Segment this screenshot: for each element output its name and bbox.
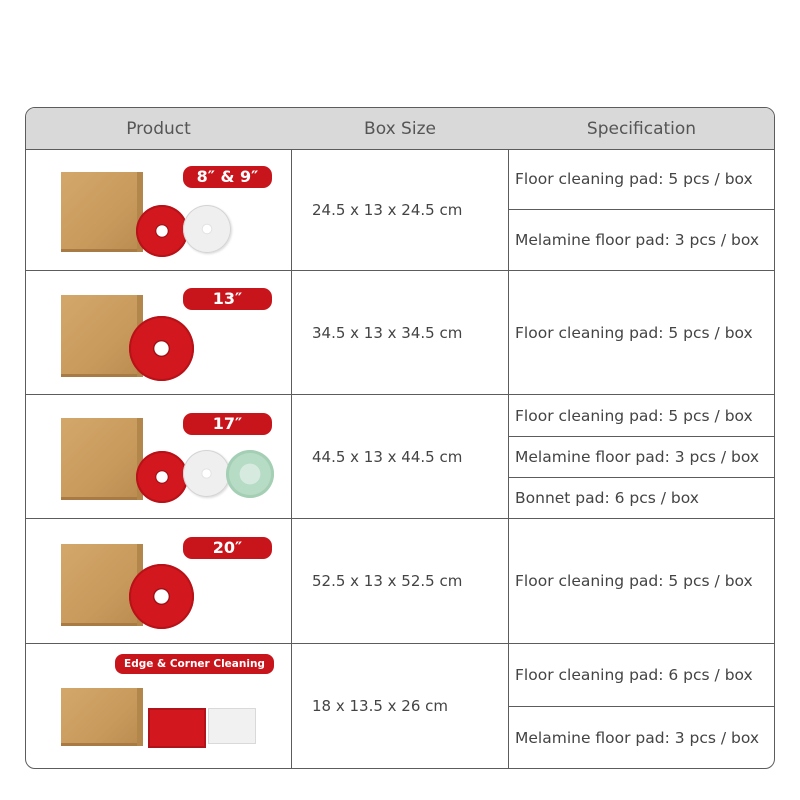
table-row — [26, 395, 774, 519]
product-box-image — [61, 418, 143, 500]
box-size-cell: 52.5 x 13 x 52.5 cm — [312, 572, 463, 590]
spec-cell — [509, 149, 774, 270]
column-divider — [508, 149, 509, 768]
table-row — [26, 271, 774, 395]
box-size-cell: 34.5 x 13 x 34.5 cm — [312, 323, 463, 342]
spec-line: Floor cleaning pad: 5 pcs / box — [515, 323, 753, 342]
table-row — [26, 644, 774, 768]
spec-line: Floor cleaning pad: 6 pcs / box — [515, 666, 753, 684]
product-box-image — [61, 688, 143, 746]
red-floor-pad-image — [129, 564, 194, 629]
red-floor-pad-image — [136, 451, 188, 503]
spec-line: Melamine floor pad: 3 pcs / box — [515, 448, 760, 466]
header-product: Product — [126, 119, 191, 139]
column-divider — [291, 149, 292, 768]
spec-line: Floor cleaning pad: 5 pcs / box — [515, 406, 753, 425]
product-cell — [26, 644, 291, 768]
spec-line: Floor cleaning pad: 5 pcs / box — [515, 572, 753, 590]
header-specification: Specification — [586, 119, 697, 139]
spec-cell — [509, 644, 774, 768]
header-box-size: Box Size — [364, 119, 436, 139]
table-row — [26, 519, 774, 644]
spec-line: Melamine floor pad: 3 pcs / box — [515, 728, 760, 747]
red-edge-pad-image — [148, 708, 206, 748]
product-cell — [26, 395, 291, 518]
product-spec-table — [25, 107, 775, 769]
product-cell — [26, 519, 291, 643]
box-size-cell: 44.5 x 13 x 44.5 cm — [312, 447, 463, 466]
size-badge: 20″ — [183, 537, 272, 559]
product-box-image — [61, 172, 143, 252]
spec-line: Bonnet pad: 6 pcs / box — [515, 489, 699, 507]
box-size-cell: 24.5 x 13 x 24.5 cm — [312, 200, 463, 219]
bonnet-pad-image — [226, 450, 274, 498]
spec-cell — [509, 395, 774, 518]
product-cell — [26, 149, 291, 270]
size-badge: 17″ — [183, 413, 272, 435]
melamine-pad-image — [183, 205, 231, 253]
melamine-edge-pad-image — [208, 708, 256, 744]
product-cell — [26, 271, 291, 394]
kit-badge: Edge & Corner Cleaning Kit — [115, 654, 274, 674]
table-header — [26, 108, 774, 150]
red-floor-pad-image — [129, 316, 194, 381]
melamine-pad-image — [183, 450, 230, 497]
spec-cell — [509, 271, 774, 394]
spec-line: Floor cleaning pad: 5 pcs / box — [515, 170, 753, 188]
size-badge: 13″ — [183, 288, 272, 310]
box-size-cell: 18 x 13.5 x 26 cm — [312, 697, 449, 715]
spec-line: Melamine floor pad: 3 pcs / box — [515, 231, 760, 249]
size-badge: 8″ & 9″ — [183, 166, 272, 188]
spec-cell — [509, 519, 774, 643]
table-row — [26, 149, 774, 271]
red-floor-pad-image — [136, 205, 188, 257]
